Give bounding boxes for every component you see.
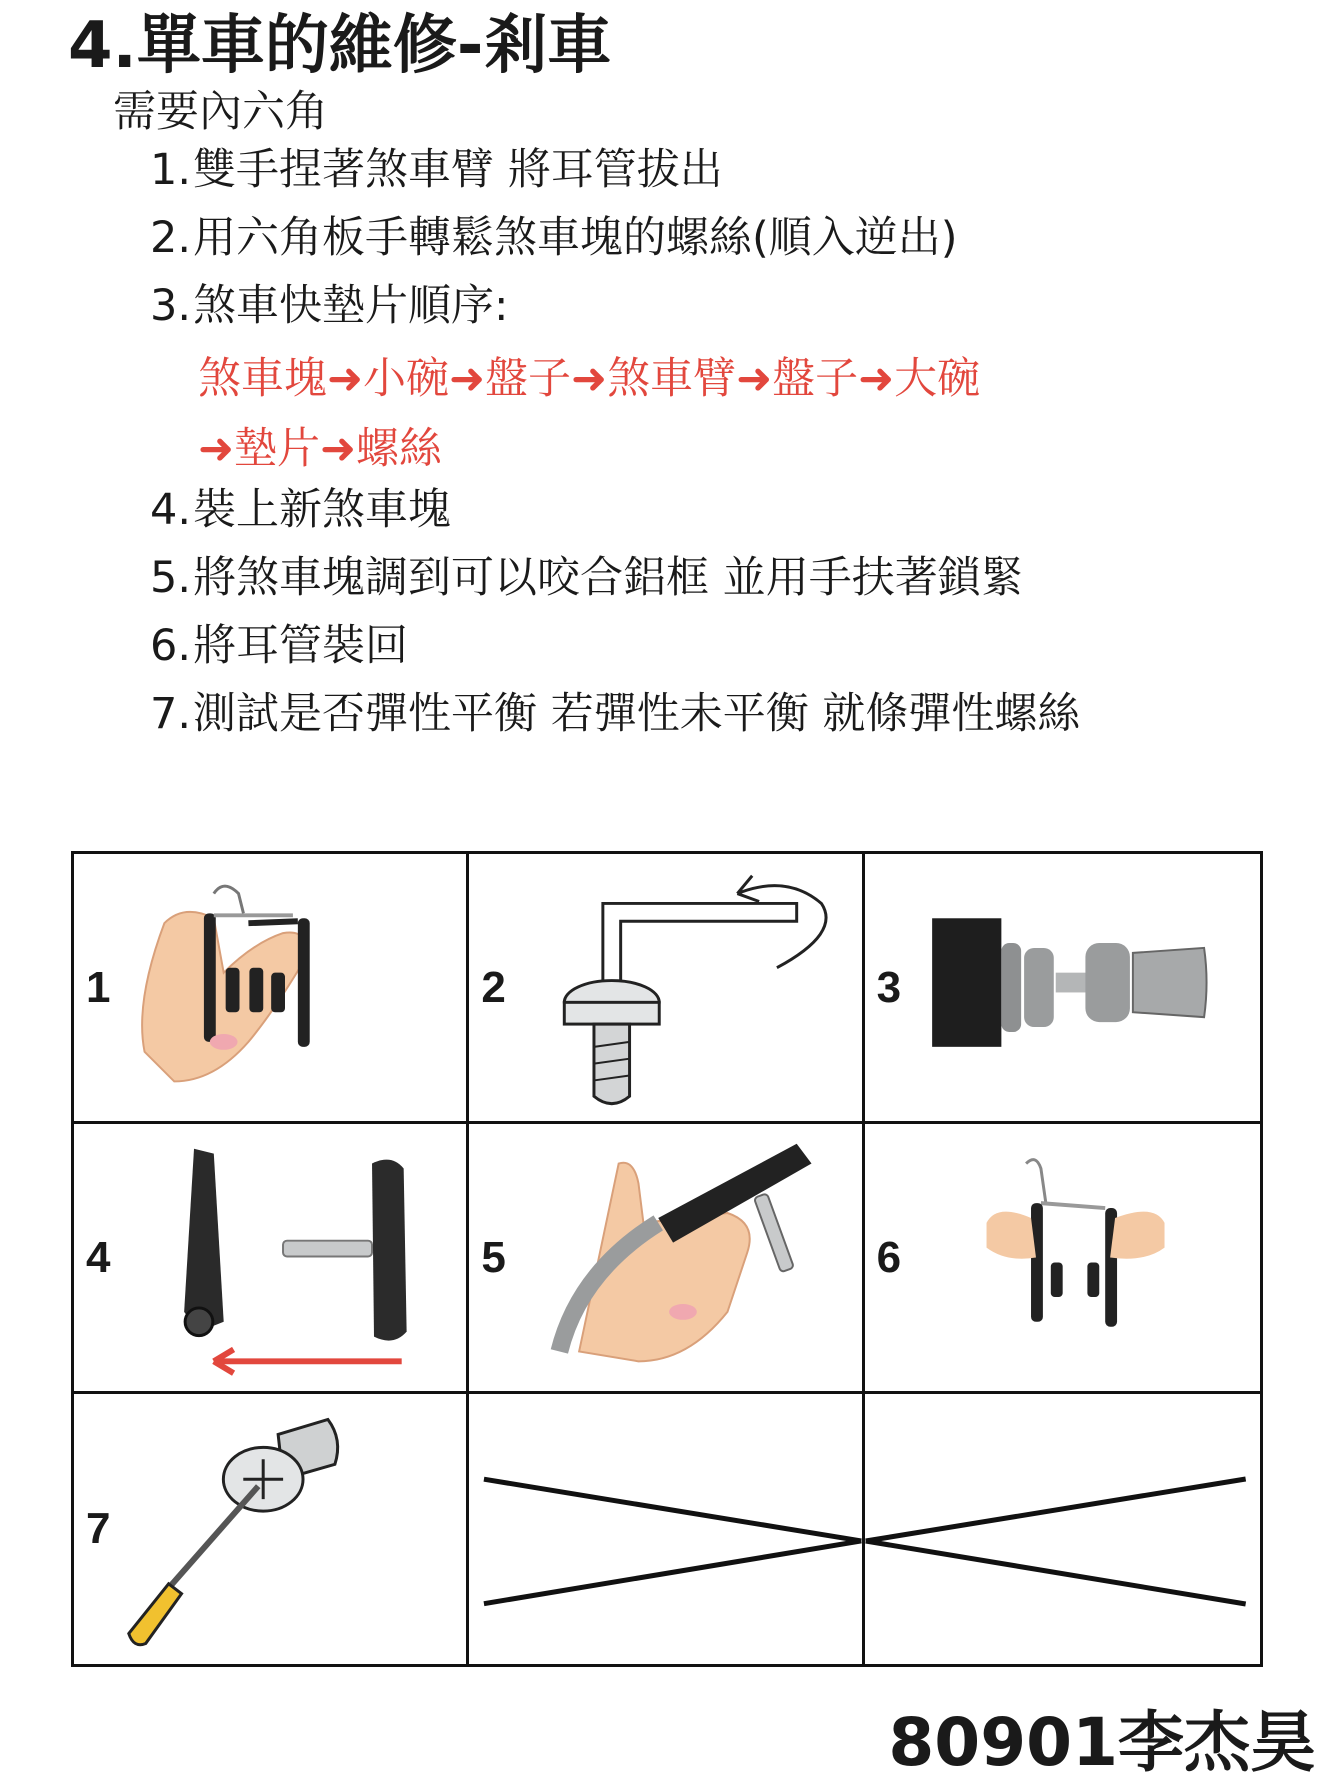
cross-line-left [469, 1394, 861, 1664]
page-title: 4.單車的維修-剎車 [68, 9, 612, 83]
tool-requirement: 需要內六角 [113, 87, 328, 137]
hand-holding-brake-icon [469, 1124, 861, 1391]
step-number: 4. [150, 485, 192, 535]
cell-label: 6 [876, 1232, 902, 1282]
step-number: 1. [150, 145, 192, 195]
illustration-cell-1 [74, 854, 469, 1124]
illustration-cell-5 [469, 1124, 864, 1394]
assembly-sequence-line-1: 煞車塊➜小碗➜盤子➜煞車臂➜盤子➜大碗 [198, 354, 981, 404]
step-number: 6. [150, 621, 192, 671]
step-4 [150, 476, 1080, 544]
illustration-cell-7 [74, 1394, 469, 1664]
author-label: 80901李杰昊 [888, 1704, 1316, 1781]
hand-squeezing-brake-icon [74, 854, 466, 1121]
step-text: 用六角板手轉鬆煞車塊的螺絲(順入逆出) [193, 213, 958, 263]
step-3 [150, 272, 1080, 340]
step-2 [150, 204, 1080, 272]
step-6 [150, 612, 1080, 680]
illustration-cell-6 [865, 1124, 1260, 1394]
hands-holding-v-brake-icon [865, 1124, 1260, 1391]
cell-label: 5 [481, 1232, 506, 1282]
empty-cell-8 [469, 1394, 864, 1664]
illustration-cell-4 [74, 1124, 469, 1394]
brake-arm-and-block-icon [74, 1124, 466, 1391]
step-1 [150, 136, 1080, 204]
step-number: 2. [150, 213, 192, 263]
illustration-grid [71, 851, 1263, 1667]
step-text: 將耳管裝回 [193, 621, 409, 671]
cell-label: 3 [876, 962, 902, 1012]
cell-label: 4 [86, 1232, 111, 1282]
step-number: 5. [150, 553, 192, 603]
step-text: 雙手捏著煞車臂 將耳管拔出 [193, 145, 723, 195]
step-text: 煞車快墊片順序: [193, 281, 509, 331]
screwdriver-icon [74, 1394, 466, 1664]
illustration-cell-3 [865, 854, 1260, 1124]
step-number: 7. [150, 689, 192, 739]
cell-label: 7 [86, 1504, 111, 1553]
step-number: 3. [150, 281, 192, 331]
brake-pad-washers-icon [865, 854, 1260, 1121]
empty-cell-9 [865, 1394, 1260, 1664]
step-text: 測試是否彈性平衡 若彈性未平衡 就條彈性螺絲 [193, 689, 1081, 739]
step-text: 將煞車塊調到可以咬合鋁框 並用手扶著鎖緊 [193, 553, 1024, 603]
step-5 [150, 544, 1080, 612]
cell-label: 2 [481, 962, 506, 1012]
assembly-sequence-line-2: ➜墊片➜螺絲 [198, 424, 443, 474]
hex-wrench-icon [469, 854, 861, 1121]
illustration-cell-2 [469, 854, 864, 1124]
cell-label: 1 [86, 962, 111, 1012]
cross-line-right [865, 1394, 1260, 1664]
step-text: 裝上新煞車塊 [193, 485, 452, 535]
step-7 [150, 680, 1080, 748]
